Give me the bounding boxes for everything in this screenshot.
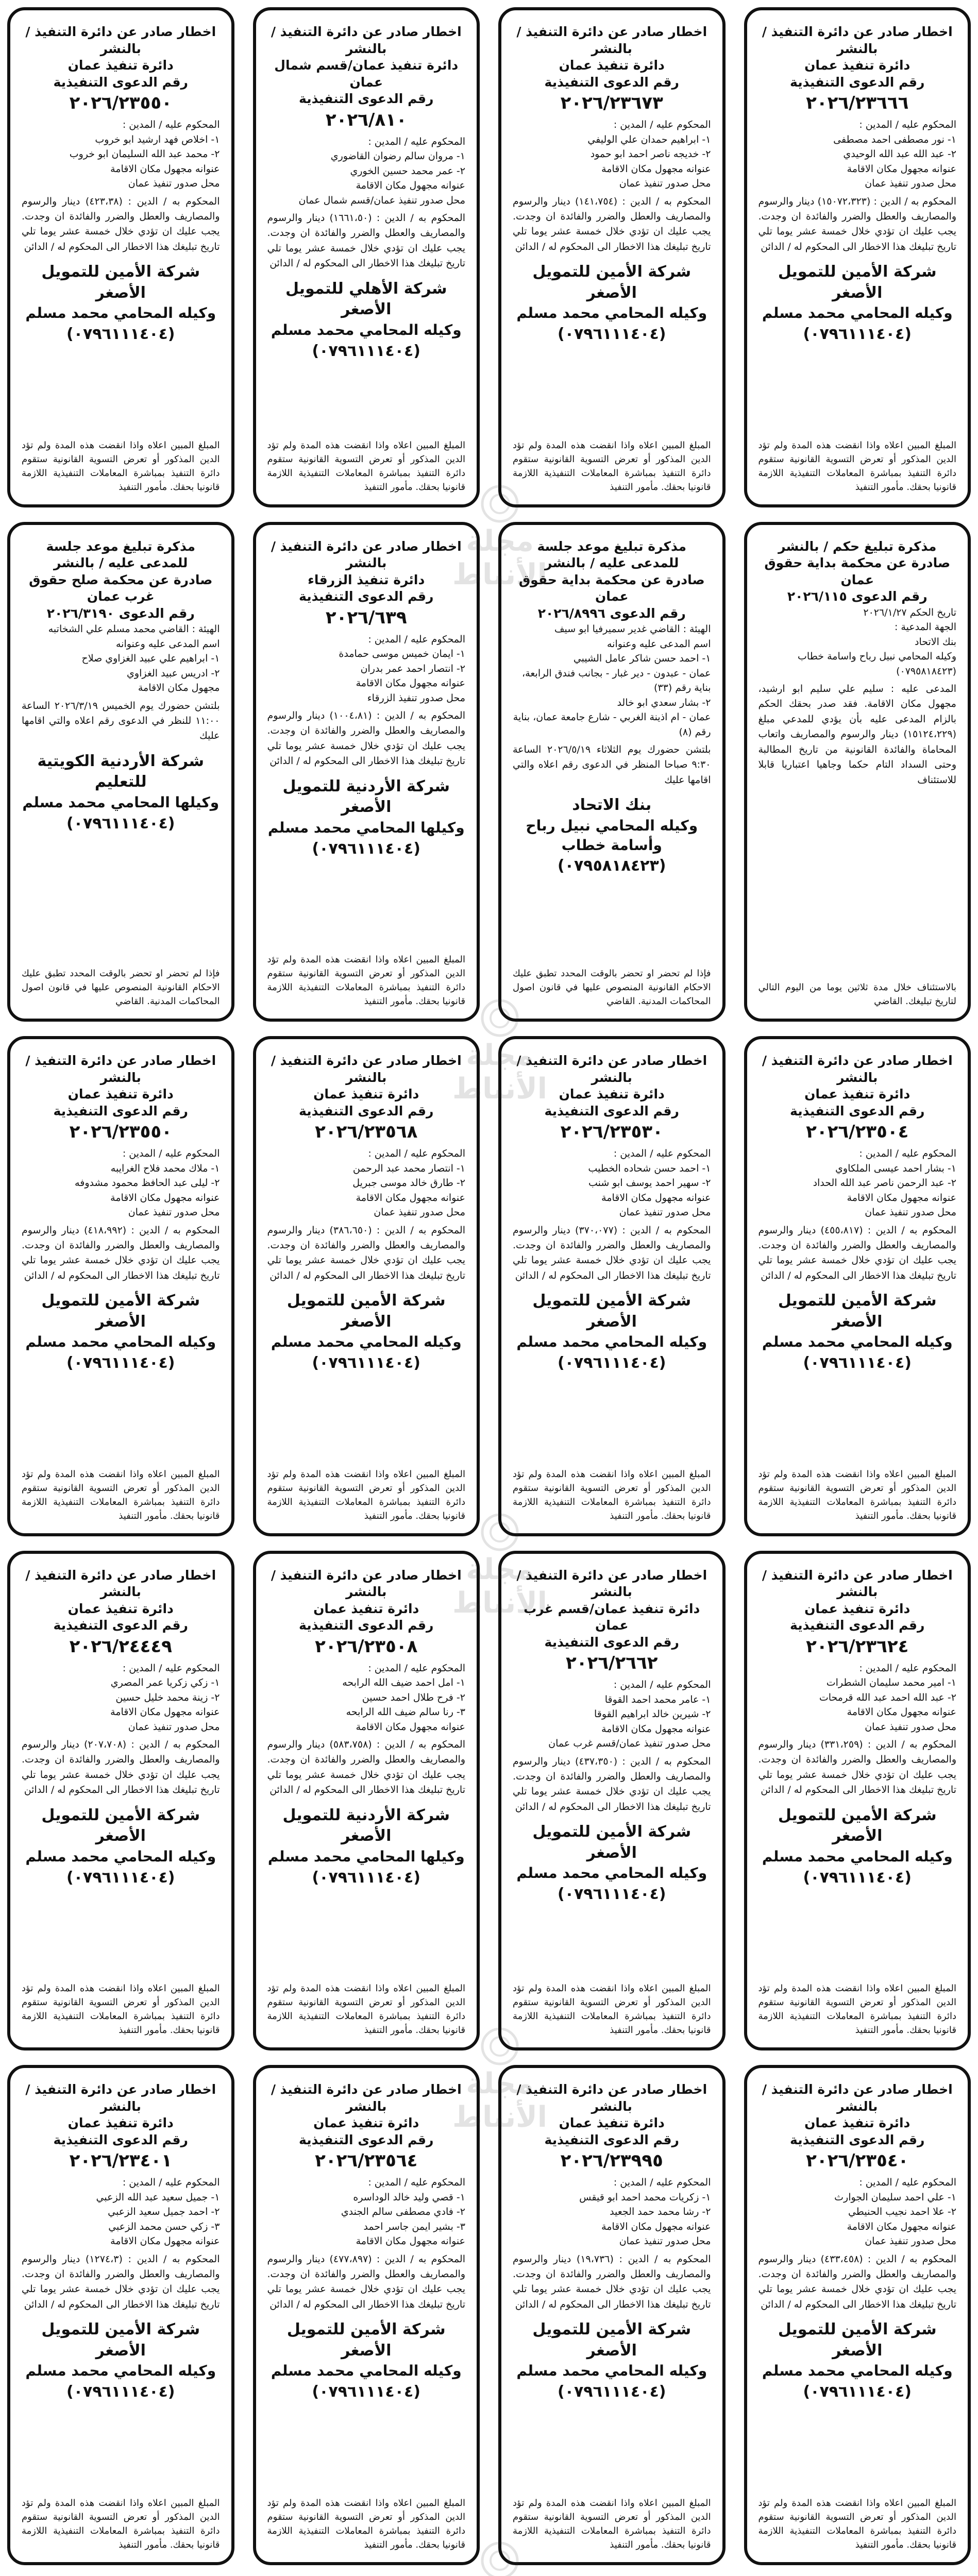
lawyer-phone: (٠٧٩٦١١١٤٠٤) bbox=[557, 2383, 666, 2401]
case-number: ٢٠٢٦/٢٤٤٤٩ bbox=[69, 1636, 172, 1657]
notice-footer: المبلغ المبين اعلاه واذا انقضت هذه المدة ولم تؤد الدين المذكور أو تعرض التسوية القانونية ستقوم دائرة التنفيذ بمباشرة المعاملات التنفيذية اللازمة قانونيا بحقك. مأمور التنفيذ bbox=[513, 1983, 711, 2036]
notice-line: ٢- سهير احمد يوسف ابو شنب bbox=[588, 1177, 711, 1189]
notice-header: اخطار صادر عن دائرة التنفيذ / بالنشر دائرة تنفيذ عمان رقم الدعوى التنفيذية bbox=[516, 24, 707, 90]
notice-line: عنوانه مجهول مكان الاقامة bbox=[356, 180, 465, 191]
notice-line: ١- ملاك محمد فلاح الغرايبه bbox=[110, 1162, 220, 1174]
notice-line: عمان - ام اذينة الغربي - شارع جامعة عمان، بناية رقم (٨) bbox=[513, 711, 711, 738]
notice-body: المحكوم به / الدين : (١٢٧٤،٣) دينار والرسوم والمصاريف والعطل والضرر والفائدة ان وجدت. يجب عليك ان تؤدي خلال خمسة عشر يوما تلي تاريخ تبليغك هذا الاخطار الى المحكوم له / الدائن bbox=[22, 2253, 220, 2310]
notice-line: المحكوم عليه / المدين : bbox=[368, 1148, 465, 1159]
creditor-name: شركة الأمين للتمويل الأصغر bbox=[778, 1806, 937, 1845]
lawyer-name: وكيله المحامي محمد مسلم bbox=[762, 1333, 953, 1351]
notice-line: محل صدور تنفيذ عمان bbox=[619, 178, 711, 189]
creditor-name: شركة الأمين للتمويل الأصغر bbox=[41, 1292, 200, 1331]
notice-line: المحكوم عليه / المدين : bbox=[613, 119, 711, 130]
creditor-name: شركة الأمين للتمويل الأصغر bbox=[286, 2320, 446, 2360]
notice-body: المحكوم به / الدين : (٤٣٧،٣٥٠) دينار والرسوم والمصاريف والعطل والضرر والفائدة ان وجدت. يجب عليك ان تؤدي خلال خمسة عشر يوما تلي تاريخ تبليغك هذا الاخطار الى المحكوم له / الدائن bbox=[513, 1755, 711, 1812]
notice-footer: فإذا لم تحضر او تحضر بالوقت المحدد تطبق عليك الاحكام القانونية المنصوص عليها في قانون اصول المحاكمات المدنية. القاضي bbox=[513, 968, 711, 1007]
legal-notice bbox=[498, 1551, 726, 2051]
case-number: ٢٠٢٦/٦٣٩ bbox=[325, 607, 407, 628]
notice-line: عنوانه مجهول مكان الاقامة bbox=[110, 2235, 220, 2247]
legal-notice bbox=[498, 7, 726, 507]
notice-line: ٢- احمد جميل سعيد الزعبي bbox=[108, 2206, 220, 2217]
notice-line: ٢- ادريس عبيد الغزاوي bbox=[127, 667, 220, 679]
notice-footer: المبلغ المبين اعلاه واذا انقضت هذه المدة ولم تؤد الدين المذكور أو تعرض التسوية القانونية ستقوم دائرة التنفيذ بمباشرة المعاملات التنفيذية اللازمة قانونيا بحقك. مأمور التنفيذ bbox=[267, 1468, 465, 1521]
notice-line: ٢- علا احمد نجيب الحنيطي bbox=[848, 2206, 956, 2217]
notice-line: محل صدور تنفيذ عمان bbox=[374, 1207, 465, 1218]
lawyer-phone: (٠٧٩٦١١١٤٠٤) bbox=[803, 2383, 912, 2401]
notice-footer: المبلغ المبين اعلاه واذا انقضت هذه المدة ولم تؤد الدين المذكور أو تعرض التسوية القانونية ستقوم دائرة التنفيذ بمباشرة المعاملات التنفيذية اللازمة قانونيا بحقك. مأمور التنفيذ bbox=[758, 1983, 956, 2036]
case-number: ٢٠٢٦/٨١٠ bbox=[325, 109, 407, 130]
lawyer-phone: (٠٧٩٦١١١٤٠٤) bbox=[66, 814, 175, 833]
case-number: ٢٠٢٦/٢٣٥٦٤ bbox=[315, 2150, 418, 2171]
creditor-name: شركة الأمين للتمويل الأصغر bbox=[41, 1806, 200, 1845]
notice-line: عنوانه مجهول مكان الاقامة bbox=[847, 2221, 956, 2232]
notice-line: عمان - عبدون - دير غبار - بجانب فندق الرابعة، بناية رقم (٣٣) bbox=[522, 667, 711, 693]
legal-notice bbox=[253, 522, 480, 1022]
notice-footer: المبلغ المبين اعلاه واذا انقضت هذه المدة ولم تؤد الدين المذكور أو تعرض التسوية القانونية ستقوم دائرة التنفيذ بمباشرة المعاملات التنفيذية اللازمة قانونيا بحقك. مأمور التنفيذ bbox=[513, 1468, 711, 1521]
notice-line: المحكوم عليه / المدين : bbox=[368, 2177, 465, 2188]
legal-notice bbox=[744, 522, 971, 1022]
legal-notice bbox=[253, 1036, 480, 1536]
notice-body: المحكوم به / الدين : (١٠٠٤،٨١) دينار والرسوم والمصاريف والعطل والضرر والفائدة ان وجدت. يجب عليك ان تؤدي خلال خمسة عشر يوما تلي تاريخ تبليغك هذا الاخطار الى المحكوم له / الدائن bbox=[267, 710, 465, 767]
lawyer-phone: (٠٧٩٥٨١٨٤٢٣) bbox=[557, 857, 666, 875]
notice-line: المحكوم عليه / المدين : bbox=[368, 1662, 465, 1674]
case-number: ٢٠٢٦/٢٣٥٥٠ bbox=[69, 93, 172, 113]
notice-line: المحكوم عليه / المدين : bbox=[613, 1679, 711, 1690]
notice-line: عنوانه مجهول مكان الاقامة bbox=[601, 1192, 711, 1204]
legal-notice bbox=[744, 1551, 971, 2051]
case-number: ٢٠٢٦/٢٣٥٤٠ bbox=[806, 2150, 909, 2171]
notice-line: ٢- رشا محمد حمد الجعيد bbox=[610, 2206, 711, 2217]
notice-line: محل صدور تنفيذ عمان bbox=[865, 1207, 956, 1218]
notice-line: ١- احمد حسن شاكر عامل الشيبي bbox=[573, 653, 711, 664]
notice-header: اخطار صادر عن دائرة التنفيذ / بالنشر دائرة تنفيذ عمان/قسم شمال عمان رقم الدعوى التنفيذية bbox=[271, 24, 462, 106]
lawyer-name: وكيله المحامي محمد مسلم bbox=[516, 1333, 707, 1351]
lawyer-phone: (٠٧٩٦١١١٤٠٤) bbox=[312, 1868, 421, 1887]
case-number: ٢٠٢٦/٢٣٦٦٦ bbox=[806, 93, 909, 113]
notice-line: ٢- انتصار احمد عمر بدران bbox=[360, 663, 465, 674]
notice-header: اخطار صادر عن دائرة التنفيذ / بالنشر دائرة تنفيذ عمان رقم الدعوى التنفيذية bbox=[762, 1053, 953, 1118]
notice-header: مذكرة تبليغ حكم / بالنشر صادرة عن محكمة بداية حقوق عمان رقم الدعوى ٢٠٢٦/١١٥ bbox=[764, 538, 951, 604]
lawyer-name: وكيلها المحامي محمد مسلم bbox=[22, 793, 220, 811]
notice-body: المحكوم به / الدين : (١٤١،٧٥٤) دينار والرسوم والمصاريف والعطل والضرر والفائدة ان وجدت. يجب عليك ان تؤدي خلال خمسة عشر يوما تلي تاريخ تبليغك هذا الاخطار الى المحكوم له / الدائن bbox=[513, 195, 711, 252]
notice-footer: المبلغ المبين اعلاه واذا انقضت هذه المدة ولم تؤد الدين المذكور أو تعرض التسوية القانونية ستقوم دائرة التنفيذ بمباشرة المعاملات التنفيذية اللازمة قانونيا بحقك. مأمور التنفيذ bbox=[758, 439, 956, 493]
notice-line: عنوانه مجهول مكان الاقامة bbox=[601, 1723, 711, 1735]
lawyer-name: وكيله المحامي نبيل رباح وأسامة خطاب bbox=[526, 817, 698, 854]
notice-line: ١- ابراهيم حمدان علي الوليفي bbox=[587, 133, 711, 145]
legal-notice bbox=[498, 2065, 726, 2565]
notice-line: عنوانه مجهول مكان الاقامة bbox=[110, 1192, 220, 1204]
notice-line: عنوانه مجهول مكان الاقامة bbox=[356, 677, 465, 689]
lawyer-phone: (٠٧٩٦١١١٤٠٤) bbox=[66, 2383, 175, 2401]
notice-line: ١- جميل سعيد عبد الله الزعبي bbox=[96, 2191, 220, 2203]
notice-line: ٢- عمر محمد حسين الخوري bbox=[350, 165, 465, 177]
lawyer-phone: (٠٧٩٦١١١٤٠٤) bbox=[66, 325, 175, 344]
notice-footer: المبلغ المبين اعلاه واذا انقضت هذه المدة ولم تؤد الدين المذكور أو تعرض التسوية القانونية ستقوم دائرة التنفيذ بمباشرة المعاملات التنفيذية اللازمة قانونيا بحقك. مأمور التنفيذ bbox=[513, 2497, 711, 2550]
notice-line: محل صدور تنفيذ عمان bbox=[128, 1207, 220, 1218]
notice-line: محل صدور تنفيذ عمان bbox=[865, 2235, 956, 2247]
creditor-name: شركة الأمين للتمويل الأصغر bbox=[41, 2320, 200, 2360]
case-number: ٢٠٢٦/٢٣٥٠٨ bbox=[315, 1636, 418, 1657]
notice-line: ٢- ليلى عبد الحافظ محمود مشدوفه bbox=[75, 1177, 220, 1189]
notice-body: المحكوم به / الدين : (٢٠٧،٧٠٨) دينار والرسوم والمصاريف والعطل والضرر والفائدة ان وجدت. يجب عليك ان تؤدي خلال خمسة عشر يوما تلي تاريخ تبليغك هذا الاخطار الى المحكوم له / الدائن bbox=[22, 1739, 220, 1796]
notice-body: المحكوم به / الدين : (١٩،٧٣٦) دينار والرسوم والمصاريف والعطل والضرر والفائدة ان وجدت. يجب عليك ان تؤدي خلال خمسة عشر يوما تلي تاريخ تبليغك هذا الاخطار الى المحكوم له / الدائن bbox=[513, 2253, 711, 2310]
notice-line: ١- مروان سالم رضوان القاضوري bbox=[330, 150, 465, 162]
lawyer-phone: (٠٧٩٦١١١٤٠٤) bbox=[312, 342, 421, 360]
creditor-name: بنك الاتحاد bbox=[572, 796, 652, 815]
notice-line: تاريخ الحكم ٢٠٢٦/١/٢٧ bbox=[863, 606, 956, 618]
notice-line: ١- نور مصطفى احمد مصطفى bbox=[833, 133, 956, 145]
notice-line: ١- بشار احمد عيسى الملكاوي bbox=[835, 1162, 956, 1174]
legal-notice bbox=[744, 1036, 971, 1536]
notice-footer: المبلغ المبين اعلاه واذا انقضت هذه المدة ولم تؤد الدين المذكور أو تعرض التسوية القانونية ستقوم دائرة التنفيذ بمباشرة المعاملات التنفيذية اللازمة قانونيا بحقك. مأمور التنفيذ bbox=[267, 1983, 465, 2036]
legal-notice bbox=[7, 7, 234, 507]
notice-footer: المبلغ المبين اعلاه واذا انقضت هذه المدة ولم تؤد الدين المذكور أو تعرض التسوية القانونية ستقوم دائرة التنفيذ بمباشرة المعاملات التنفيذية اللازمة قانونيا بحقك. مأمور التنفيذ bbox=[267, 954, 465, 1007]
legal-notice bbox=[253, 2065, 480, 2565]
lawyer-phone: (٠٧٩٦١١١٤٠٤) bbox=[312, 2383, 421, 2401]
notice-footer: المبلغ المبين اعلاه واذا انقضت هذه المدة ولم تؤد الدين المذكور أو تعرض التسوية القانونية ستقوم دائرة التنفيذ بمباشرة المعاملات التنفيذية اللازمة قانونيا بحقك. مأمور التنفيذ bbox=[267, 2497, 465, 2550]
creditor-name: شركة الأمين للتمويل الأصغر bbox=[532, 1292, 692, 1331]
creditor-name: شركة الأمين للتمويل الأصغر bbox=[532, 263, 692, 302]
notice-header: اخطار صادر عن دائرة التنفيذ / بالنشر دائرة تنفيذ عمان رقم الدعوى التنفيذية bbox=[516, 2082, 707, 2147]
notice-body: المحكوم به / الدين : (٥٨٣،٧٥٨) دينار والرسوم والمصاريف والعطل والضرر والفائدة ان وجدت. يجب عليك ان تؤدي خلال خمسة عشر يوما تلي تاريخ تبليغك هذا الاخطار الى المحكوم له / الدائن bbox=[267, 1739, 465, 1796]
notice-header: اخطار صادر عن دائرة التنفيذ / بالنشر دائرة تنفيذ الزرقاء رقم الدعوى التنفيذية bbox=[271, 538, 462, 604]
notice-header: اخطار صادر عن دائرة التنفيذ / بالنشر دائرة تنفيذ عمان رقم الدعوى التنفيذية bbox=[25, 24, 216, 90]
legal-notice bbox=[253, 7, 480, 507]
notice-line: ٣- رنا سالم ضيف الله الرابحه bbox=[346, 1706, 465, 1718]
case-number: ٢٠٢٦/٢٣٥٣٠ bbox=[560, 1122, 663, 1142]
lawyer-phone: (٠٧٩٦١١١٤٠٤) bbox=[557, 1885, 666, 1904]
notice-body: المحكوم به / الدين : (٤٥٥،٨١٧) دينار والرسوم والمصاريف والعطل والضرر والفائدة ان وجدت. يجب عليك ان تؤدي خلال خمسة عشر يوما تلي تاريخ تبليغك هذا الاخطار الى المحكوم له / الدائن bbox=[758, 1224, 956, 1281]
notice-footer: المبلغ المبين اعلاه واذا انقضت هذه المدة ولم تؤد الدين المذكور أو تعرض التسوية القانونية ستقوم دائرة التنفيذ بمباشرة المعاملات التنفيذية اللازمة قانونيا بحقك. مأمور التنفيذ bbox=[22, 2497, 220, 2550]
notice-line: المحكوم عليه / المدين : bbox=[613, 2177, 711, 2188]
notice-line: ٢- عبد الله عبد الله الوحيدي bbox=[843, 148, 956, 160]
notice-line: ٢- عبد الرحمن ناصر عبد الله الحداد bbox=[813, 1177, 956, 1189]
legal-notice bbox=[498, 1036, 726, 1536]
notice-line: ٣- بشير ايمن جاسر احمد bbox=[363, 2221, 465, 2232]
notice-line: ٢- شيرين خالد ابراهيم القوقا bbox=[594, 1708, 711, 1720]
notices-grid bbox=[7, 7, 971, 2576]
lawyer-name: وكيله المحامي محمد مسلم bbox=[271, 321, 462, 338]
notice-line: محل صدور تنفيذ عمان bbox=[128, 178, 220, 189]
notice-footer: المبلغ المبين اعلاه واذا انقضت هذه المدة ولم تؤد الدين المذكور أو تعرض التسوية القانونية ستقوم دائرة التنفيذ بمباشرة المعاملات التنفيذية اللازمة قانونيا بحقك. مأمور التنفيذ bbox=[22, 1468, 220, 1521]
legal-notice bbox=[7, 522, 234, 1022]
case-number: ٢٠٢٦/٢٣٥٦٨ bbox=[315, 1122, 418, 1142]
notice-line: محل صدور تنفيذ عمان bbox=[128, 1721, 220, 1733]
notice-line: المحكوم عليه / المدين : bbox=[122, 1662, 220, 1674]
case-number: ٢٠٢٦/٢٣٥٠٤ bbox=[806, 1122, 909, 1142]
notice-line: محل صدور تنفيذ عمان/قسم غرب عمان bbox=[548, 1738, 711, 1749]
lawyer-phone: (٠٧٩٦١١١٤٠٤) bbox=[66, 1868, 175, 1887]
creditor-name: شركة الأمين للتمويل الأصغر bbox=[778, 2320, 937, 2360]
notice-line: اسم المدعى عليه وعنوانه bbox=[606, 638, 711, 650]
notice-footer: فإذا لم تحضر او تحضر بالوقت المحدد تطبق عليك الاحكام القانونية المنصوص عليها في قانون اصول المحاكمات المدنية. القاضي bbox=[22, 968, 220, 1007]
notice-line: ٢- زينة محمد خليل حسين bbox=[115, 1691, 220, 1703]
notice-line: المحكوم عليه / المدين : bbox=[859, 1662, 956, 1674]
lawyer-phone: (٠٧٩٦١١١٤٠٤) bbox=[803, 1868, 912, 1887]
notice-line: مجهول مكان الاقامة bbox=[138, 682, 220, 693]
notice-header: اخطار صادر عن دائرة التنفيذ / بالنشر دائرة تنفيذ عمان رقم الدعوى التنفيذية bbox=[271, 2082, 462, 2147]
notice-line: ٢- بشار سعدي ابو خالد bbox=[617, 697, 711, 708]
notice-line: الهيئة : القاضي غدير سميرفيا ابو سيف bbox=[554, 623, 711, 635]
legal-notice bbox=[744, 7, 971, 507]
creditor-name: شركة الأردنية للتمويل الأصغر bbox=[282, 777, 450, 817]
creditor-name: شركة الأمين للتمويل الأصغر bbox=[778, 1292, 937, 1331]
notice-line: ٢- عبد الله احمد عبد الله قرمحات bbox=[819, 1691, 956, 1703]
notice-line: عنوانه مجهول مكان الاقامة bbox=[356, 2235, 465, 2247]
notice-line: ١- زكريات محمد احمد ابو قيقس bbox=[579, 2191, 711, 2203]
notice-line: عنوانه مجهول مكان الاقامة bbox=[356, 1192, 465, 1204]
notice-line: (٠٧٩٥٨١٨٤٢٣) bbox=[896, 665, 956, 677]
creditor-name: شركة الأمين للتمويل الأصغر bbox=[778, 263, 937, 302]
creditor-name: شركة الأمين للتمويل الأصغر bbox=[286, 1292, 446, 1331]
notice-line: الجهة المدعية : bbox=[894, 621, 956, 633]
notice-footer: المبلغ المبين اعلاه واذا انقضت هذه المدة ولم تؤد الدين المذكور أو تعرض التسوية القانونية ستقوم دائرة التنفيذ بمباشرة المعاملات التنفيذية اللازمة قانونيا بحقك. مأمور التنفيذ bbox=[513, 439, 711, 493]
notice-line: محل صدور تنفيذ عمان bbox=[865, 1721, 956, 1733]
lawyer-phone: (٠٧٩٦١١١٤٠٤) bbox=[312, 1354, 421, 1372]
notice-line: المحكوم عليه / المدين : bbox=[122, 1148, 220, 1159]
legal-notice bbox=[498, 522, 726, 1022]
lawyer-phone: (٠٧٩٦١١١٤٠٤) bbox=[312, 839, 421, 858]
notice-line: عنوانه مجهول مكان الاقامة bbox=[601, 2221, 711, 2232]
case-number: ٢٠٢٦/٢٣٦٧٣ bbox=[560, 93, 663, 113]
notice-header: اخطار صادر عن دائرة التنفيذ / بالنشر دائرة تنفيذ عمان رقم الدعوى التنفيذية bbox=[271, 1567, 462, 1633]
notice-body: بلتشن حضورك يوم الخميس ٢٠٢٦/٣/١٩ الساعة ١١:٠٠ للنظر في الدعوى رقم اعلاه والتي اقامها عليك bbox=[22, 700, 220, 742]
notice-line: ٢- فادي مصطفى سالم الجندي bbox=[341, 2206, 465, 2217]
notice-line: عنوانه مجهول مكان الاقامة bbox=[847, 1192, 956, 1204]
notice-line: ١- انتصار محمد عبد الرحمن bbox=[352, 1162, 465, 1174]
notice-header: اخطار صادر عن دائرة التنفيذ / بالنشر دائرة تنفيذ عمان رقم الدعوى التنفيذية bbox=[271, 1053, 462, 1118]
notice-body: المحكوم به / الدين : (١٦٦١،٥٠) دينار والرسوم والمصاريف والعطل والضرر والفائدة ان وجدت. يجب عليك ان تؤدي خلال خمسة عشر يوما تلي تاريخ تبليغك هذا الاخطار الى المحكوم له / الدائن bbox=[267, 212, 465, 269]
notice-line: المحكوم عليه / المدين : bbox=[368, 135, 465, 147]
notice-line: ١- قصي وليد خالد الوداسره bbox=[353, 2191, 465, 2203]
notice-header: اخطار صادر عن دائرة التنفيذ / بالنشر دائرة تنفيذ عمان/قسم غرب عمان رقم الدعوى التنفيذية bbox=[516, 1567, 707, 1650]
lawyer-name: وكيله المحامي محمد مسلم bbox=[25, 1333, 216, 1351]
creditor-name: شركة الأهلي للتمويل الأصغر bbox=[285, 279, 447, 319]
notice-body: المحكوم به / الدين : (٤١٨،٩٩٢) دينار والرسوم والمصاريف والعطل والضرر والفائدة ان وجدت. يجب عليك ان تؤدي خلال خمسة عشر يوما تلي تاريخ تبليغك هذا الاخطار الى المحكوم له / الدائن bbox=[22, 1224, 220, 1281]
lawyer-phone: (٠٧٩٦١١١٤٠٤) bbox=[557, 325, 666, 344]
notice-line: المحكوم عليه / المدين : bbox=[368, 633, 465, 645]
notice-footer: المبلغ المبين اعلاه واذا انقضت هذه المدة ولم تؤد الدين المذكور أو تعرض التسوية القانونية ستقوم دائرة التنفيذ بمباشرة المعاملات التنفيذية اللازمة قانونيا بحقك. مأمور التنفيذ bbox=[758, 2497, 956, 2550]
lawyer-phone: (٠٧٩٦١١١٤٠٤) bbox=[66, 1354, 175, 1372]
notice-footer: المبلغ المبين اعلاه واذا انقضت هذه المدة ولم تؤد الدين المذكور أو تعرض التسوية القانونية ستقوم دائرة التنفيذ بمباشرة المعاملات التنفيذية اللازمة قانونيا بحقك. مأمور التنفيذ bbox=[22, 1983, 220, 2036]
lawyer-name: وكيله المحامي محمد مسلم bbox=[25, 1848, 216, 1865]
notice-footer: المبلغ المبين اعلاه واذا انقضت هذه المدة ولم تؤد الدين المذكور أو تعرض التسوية القانونية ستقوم دائرة التنفيذ بمباشرة المعاملات التنفيذية اللازمة قانونيا بحقك. مأمور التنفيذ bbox=[22, 439, 220, 493]
lawyer-phone: (٠٧٩٦١١١٤٠٤) bbox=[803, 1354, 912, 1372]
notice-line: عنوانه مجهول مكان الاقامة bbox=[847, 1706, 956, 1718]
notice-header: اخطار صادر عن دائرة التنفيذ / بالنشر دائرة تنفيذ عمان رقم الدعوى التنفيذية bbox=[762, 1567, 953, 1633]
legal-notice bbox=[7, 1551, 234, 2051]
creditor-name: شركة الأردنية الكويتية للتعليم bbox=[37, 752, 204, 791]
lawyer-name: وكيله المحامي محمد مسلم bbox=[516, 304, 707, 322]
creditor-name: شركة الأمين للتمويل الأصغر bbox=[532, 2320, 692, 2360]
lawyer-name: وكيله المحامي محمد مسلم bbox=[762, 2362, 953, 2380]
lawyer-name: وكيله المحامي محمد مسلم bbox=[271, 2362, 462, 2380]
notice-line: ١- زكي زكريا عمر المصري bbox=[110, 1677, 220, 1688]
legal-notice bbox=[7, 2065, 234, 2565]
creditor-name: شركة الأمين للتمويل الأصغر bbox=[41, 263, 200, 302]
lawyer-name: وكيله المحامي محمد مسلم bbox=[25, 2362, 216, 2380]
notice-header: اخطار صادر عن دائرة التنفيذ / بالنشر دائرة تنفيذ عمان رقم الدعوى التنفيذية bbox=[762, 2082, 953, 2147]
notice-line: المحكوم عليه / المدين : bbox=[122, 2177, 220, 2188]
notice-line: المحكوم عليه / المدين : bbox=[859, 2177, 956, 2188]
case-number: ٢٠٢٦/٢٣٥٥٠ bbox=[69, 1122, 172, 1142]
notice-line: المحكوم عليه / المدين : bbox=[859, 1148, 956, 1159]
notice-line: ١- احمد حسن شحاده الخطيب bbox=[588, 1162, 711, 1174]
creditor-name: شركة الأردنية للتمويل الأصغر bbox=[282, 1806, 450, 1845]
notice-line: محل صدور تنفيذ عمان bbox=[619, 1207, 711, 1218]
notice-body: المحكوم به / الدين : (٤٧٧،٨٩٧) دينار والرسوم والمصاريف والعطل والضرر والفائدة ان وجدت. يجب عليك ان تؤدي خلال خمسة عشر يوما تلي تاريخ تبليغك هذا الاخطار الى المحكوم له / الدائن bbox=[267, 2253, 465, 2310]
notice-line: ٢- محمد عبد الله السليمان ابو خروب bbox=[69, 148, 220, 160]
notice-body: المحكوم به / الدين : (٣٣١،٢٥٩) دينار والرسوم والمصاريف والعطل والضرر والفائدة ان وجدت. يجب عليك ان تؤدي خلال خمسة عشر يوما تلي تاريخ تبليغك هذا الاخطار الى المحكوم له / الدائن bbox=[758, 1739, 956, 1796]
notice-line: ١- ايمان خميس موسى حمامدة bbox=[339, 648, 465, 659]
notice-body: المدعى عليه : سليم علي سليم ابو ارشيد، مجهول مكان الاقامة. فقد صدر بحقك الحكم بالزام المدعى عليه بأن يؤدي للمدعي مبلغ (١٥١٢٤،٢٢٩) دينار والرسوم والمصاريف واتعاب المحاماة والفائدة القانونية من تاريخ المطالبة وحتى السداد التام حكما وجاهيا اعتباريا قابلا للاستئناف bbox=[758, 683, 956, 786]
notice-header: مذكرة تبليغ موعد جلسة للمدعى عليه / بالنشر صادرة عن محكمة صلح حقوق غرب عمان رقم الدعوى ٢٠٢٦/٣١٩٠ bbox=[29, 538, 213, 621]
notice-line: ١- اخلاص فهد ارشيد ابو خروب bbox=[95, 133, 220, 145]
legal-notice bbox=[7, 1036, 234, 1536]
notice-line: المحكوم عليه / المدين : bbox=[613, 1148, 711, 1159]
notice-body: المحكوم به / الدين : (٤٢٣،٣٨) دينار والرسوم والمصاريف والعطل والضرر والفائدة ان وجدت. يجب عليك ان تؤدي خلال خمسة عشر يوما تلي تاريخ تبليغك هذا الاخطار الى المحكوم له / الدائن bbox=[22, 195, 220, 252]
lawyer-name: وكيله المحامي محمد مسلم bbox=[516, 1865, 707, 1882]
notice-line: بنك الاتحاد bbox=[915, 636, 956, 648]
notice-header: مذكرة تبليغ موعد جلسة للمدعى عليه / بالنشر صادرة عن محكمة بداية حقوق عمان رقم الدعوى ٢٠٢٦/٨٩٩٦ bbox=[518, 538, 705, 621]
notice-body: المحكوم به / الدين : (٤٣٣،٤٥٨) دينار والرسوم والمصاريف والعطل والضرر والفائدة ان وجدت. يجب عليك ان تؤدي خلال خمسة عشر يوما تلي تاريخ تبليغك هذا الاخطار الى المحكوم له / الدائن bbox=[758, 2253, 956, 2310]
case-number: ٢٠٢٦/٢٣٩٩٥ bbox=[560, 2150, 663, 2171]
notice-header: اخطار صادر عن دائرة التنفيذ / بالنشر دائرة تنفيذ عمان رقم الدعوى التنفيذية bbox=[762, 24, 953, 90]
notice-header: اخطار صادر عن دائرة التنفيذ / بالنشر دائرة تنفيذ عمان رقم الدعوى التنفيذية bbox=[25, 1053, 216, 1118]
case-number: ٢٠٢٦/٢٦٦٢ bbox=[566, 1653, 658, 1673]
notice-line: عنوانه مجهول مكان الاقامة bbox=[847, 163, 956, 175]
notice-line: عنوانه مجهول مكان الاقامة bbox=[601, 163, 711, 175]
notice-footer: بالاستئناف خلال مدة ثلاثين يوما من اليوم التالي لتاريخ تبليغك. القاضي bbox=[758, 982, 956, 1007]
notice-line: ١- امل احمد ضيف الله الرابحه bbox=[342, 1677, 465, 1688]
notice-line: محل صدور تنفيذ عمان bbox=[619, 2235, 711, 2247]
notice-line: ٣- زكي حسن محمد الزعبي bbox=[108, 2221, 220, 2232]
notice-footer: المبلغ المبين اعلاه واذا انقضت هذه المدة ولم تؤد الدين المذكور أو تعرض التسوية القانونية ستقوم دائرة التنفيذ بمباشرة المعاملات التنفيذية اللازمة قانونيا بحقك. مأمور التنفيذ bbox=[758, 1468, 956, 1521]
notice-line: ٢- خديجه ناصر احمد ابو حمود bbox=[590, 148, 711, 160]
legal-notice bbox=[253, 1551, 480, 2051]
notice-line: المحكوم عليه / المدين : bbox=[859, 119, 956, 130]
lawyer-name: وكيلها المحامي محمد مسلم bbox=[267, 1848, 465, 1865]
notice-body: المحكوم به / الدين : (٣٧٠،٠٧٧) دينار والرسوم والمصاريف والعطل والضرر والفائدة ان وجدت. يجب عليك ان تؤدي خلال خمسة عشر يوما تلي تاريخ تبليغك هذا الاخطار الى المحكوم له / الدائن bbox=[513, 1224, 711, 1281]
lawyer-name: وكيله المحامي محمد مسلم bbox=[762, 1848, 953, 1865]
notice-line: عنوانه مجهول مكان الاقامة bbox=[356, 1721, 465, 1733]
notice-line: ١- عامر محمد احمد القوقا bbox=[604, 1693, 711, 1705]
lawyer-name: وكيله المحامي محمد مسلم bbox=[762, 304, 953, 322]
lawyer-name: وكيله المحامي محمد مسلم bbox=[516, 2362, 707, 2380]
lawyer-name: وكيله المحامي محمد مسلم bbox=[25, 304, 216, 322]
notice-body: المحكوم به / الدين : (١٥٠٧٢،٣٢٣) دينار والرسوم والمصاريف والعطل والضرر والفائدة ان وجدت. يجب عليك ان تؤدي خلال خمسة عشر يوما تلي تاريخ تبليغك هذا الاخطار الى المحكوم له / الدائن bbox=[758, 195, 956, 252]
notice-line: المحكوم عليه / المدين : bbox=[122, 119, 220, 130]
notice-line: وكيله المحامي نبيل رباح واسامة خطاب bbox=[798, 651, 956, 662]
case-number: ٢٠٢٦/٢٣٦٢٤ bbox=[806, 1636, 909, 1657]
notice-line: محل صدور تنفيذ الزرقاء bbox=[367, 692, 465, 704]
lawyer-name: وكيلها المحامي محمد مسلم bbox=[267, 819, 465, 836]
lawyer-phone: (٠٧٩٦١١١٤٠٤) bbox=[803, 325, 912, 344]
notice-line: اسم المدعى عليه وعنوانه bbox=[115, 638, 220, 650]
legal-notice bbox=[744, 2065, 971, 2565]
notice-line: عنوانه مجهول مكان الاقامة bbox=[110, 163, 220, 175]
notice-line: الهيئة : القاضي محمد مسلم علي الشخاتبه bbox=[48, 623, 220, 635]
notice-line: ٢- طارق خالد موسى جبريل bbox=[352, 1177, 465, 1189]
notice-body: بلتشن حضورك يوم الثلاثاء ٢٠٢٦/٥/١٩ الساعة ٩:٣٠ صباحا المنظر في الدعوى رقم اعلاه والتي اقامها عليك bbox=[513, 744, 711, 786]
notice-line: ١- امير محمد سليمان الشطرات bbox=[826, 1677, 956, 1688]
lawyer-phone: (٠٧٩٦١١١٤٠٤) bbox=[557, 1354, 666, 1372]
notice-footer: المبلغ المبين اعلاه واذا انقضت هذه المدة ولم تؤد الدين المذكور أو تعرض التسوية القانونية ستقوم دائرة التنفيذ بمباشرة المعاملات التنفيذية اللازمة قانونيا بحقك. مأمور التنفيذ bbox=[267, 439, 465, 493]
notice-line: ١- علي احمد سليمان الجوارث bbox=[834, 2191, 956, 2203]
case-number: ٢٠٢٦/٢٣٤٠١ bbox=[69, 2150, 172, 2171]
notice-header: اخطار صادر عن دائرة التنفيذ / بالنشر دائرة تنفيذ عمان رقم الدعوى التنفيذية bbox=[25, 1567, 216, 1633]
notice-line: ١- ابراهيم علي عبيد الغزاوي صلاح bbox=[81, 653, 220, 664]
creditor-name: شركة الأمين للتمويل الأصغر bbox=[532, 1823, 692, 1862]
lawyer-name: وكيله المحامي محمد مسلم bbox=[271, 1333, 462, 1351]
notice-line: ٢- فرح طلال احمد حسين bbox=[362, 1691, 465, 1703]
notice-header: اخطار صادر عن دائرة التنفيذ / بالنشر دائرة تنفيذ عمان رقم الدعوى التنفيذية bbox=[25, 2082, 216, 2147]
notice-line: محل صدور تنفيذ عمان/قسم شمال عمان bbox=[298, 194, 465, 206]
notice-header: اخطار صادر عن دائرة التنفيذ / بالنشر دائرة تنفيذ عمان رقم الدعوى التنفيذية bbox=[516, 1053, 707, 1118]
notice-body: المحكوم به / الدين : (٣٨٦،٦٥٠) دينار والرسوم والمصاريف والعطل والضرر والفائدة ان وجدت. يجب عليك ان تؤدي خلال خمسة عشر يوما تلي تاريخ تبليغك هذا الاخطار الى المحكوم له / الدائن bbox=[267, 1224, 465, 1281]
notice-line: عنوانه مجهول مكان الاقامة bbox=[110, 1706, 220, 1718]
notice-line: محل صدور تنفيذ عمان bbox=[865, 178, 956, 189]
